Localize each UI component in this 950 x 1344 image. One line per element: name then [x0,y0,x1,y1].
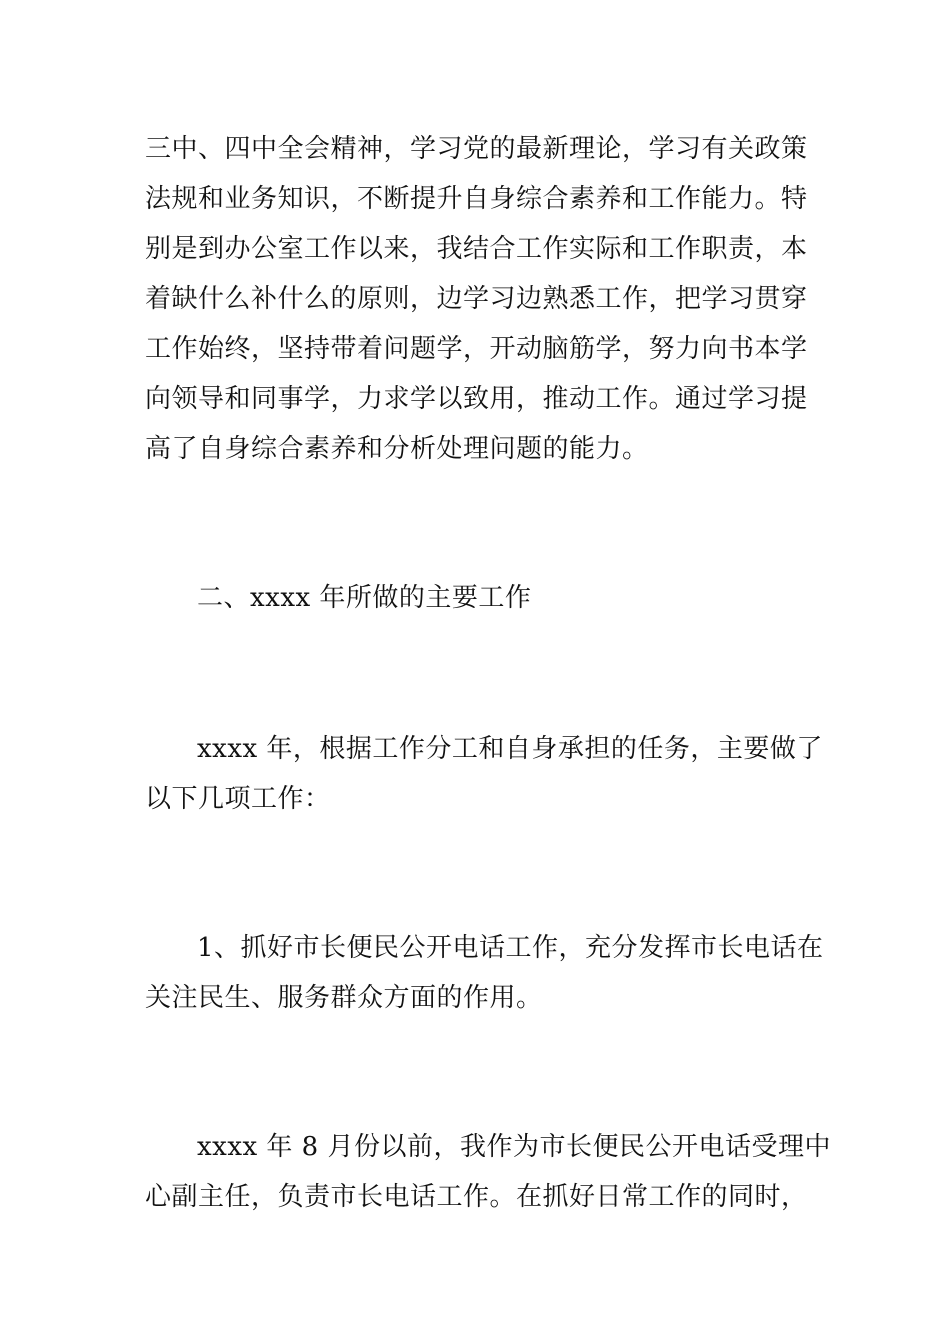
text-line: 三中、四中全会精神，学习党的最新理论，学习有关政策 [145,134,808,164]
paragraph-item-1 [145,923,824,1023]
paragraph-overview [145,724,823,824]
paragraph-hotline [145,1122,831,1222]
text-line: xxxx 年，根据工作分工和自身承担的任务，主要做了 [197,734,823,764]
text-line: 高了自身综合素养和分析处理问题的能力。 [145,434,649,464]
section-heading: 二、xxxx 年所做的主要工作 [197,583,532,613]
text-line: 心副主任，负责市长电话工作。在抓好日常工作的同时， [145,1182,808,1212]
text-line: 向领导和同事学，力求学以致用，推动工作。通过学习提 [145,384,808,414]
text-line: 1、抓好市长便民公开电话工作，充分发挥市长电话在 [197,933,824,963]
text-line: 着缺什么补什么的原则，边学习边熟悉工作，把学习贯穿 [145,284,808,314]
text-line: 别是到办公室工作以来，我结合工作实际和工作职责，本 [145,234,808,264]
section-heading-main-work [145,573,810,623]
text-line: xxxx 年 8 月份以前，我作为市长便民公开电话受理中 [197,1132,831,1162]
text-line: 以下几项工作： [145,784,331,814]
text-line: 工作始终，坚持带着问题学，开动脑筋学，努力向书本学 [145,334,808,364]
paragraph-study [145,124,810,474]
text-line: 法规和业务知识，不断提升自身综合素养和工作能力。特 [145,184,808,214]
text-line: 关注民生、服务群众方面的作用。 [145,983,543,1013]
